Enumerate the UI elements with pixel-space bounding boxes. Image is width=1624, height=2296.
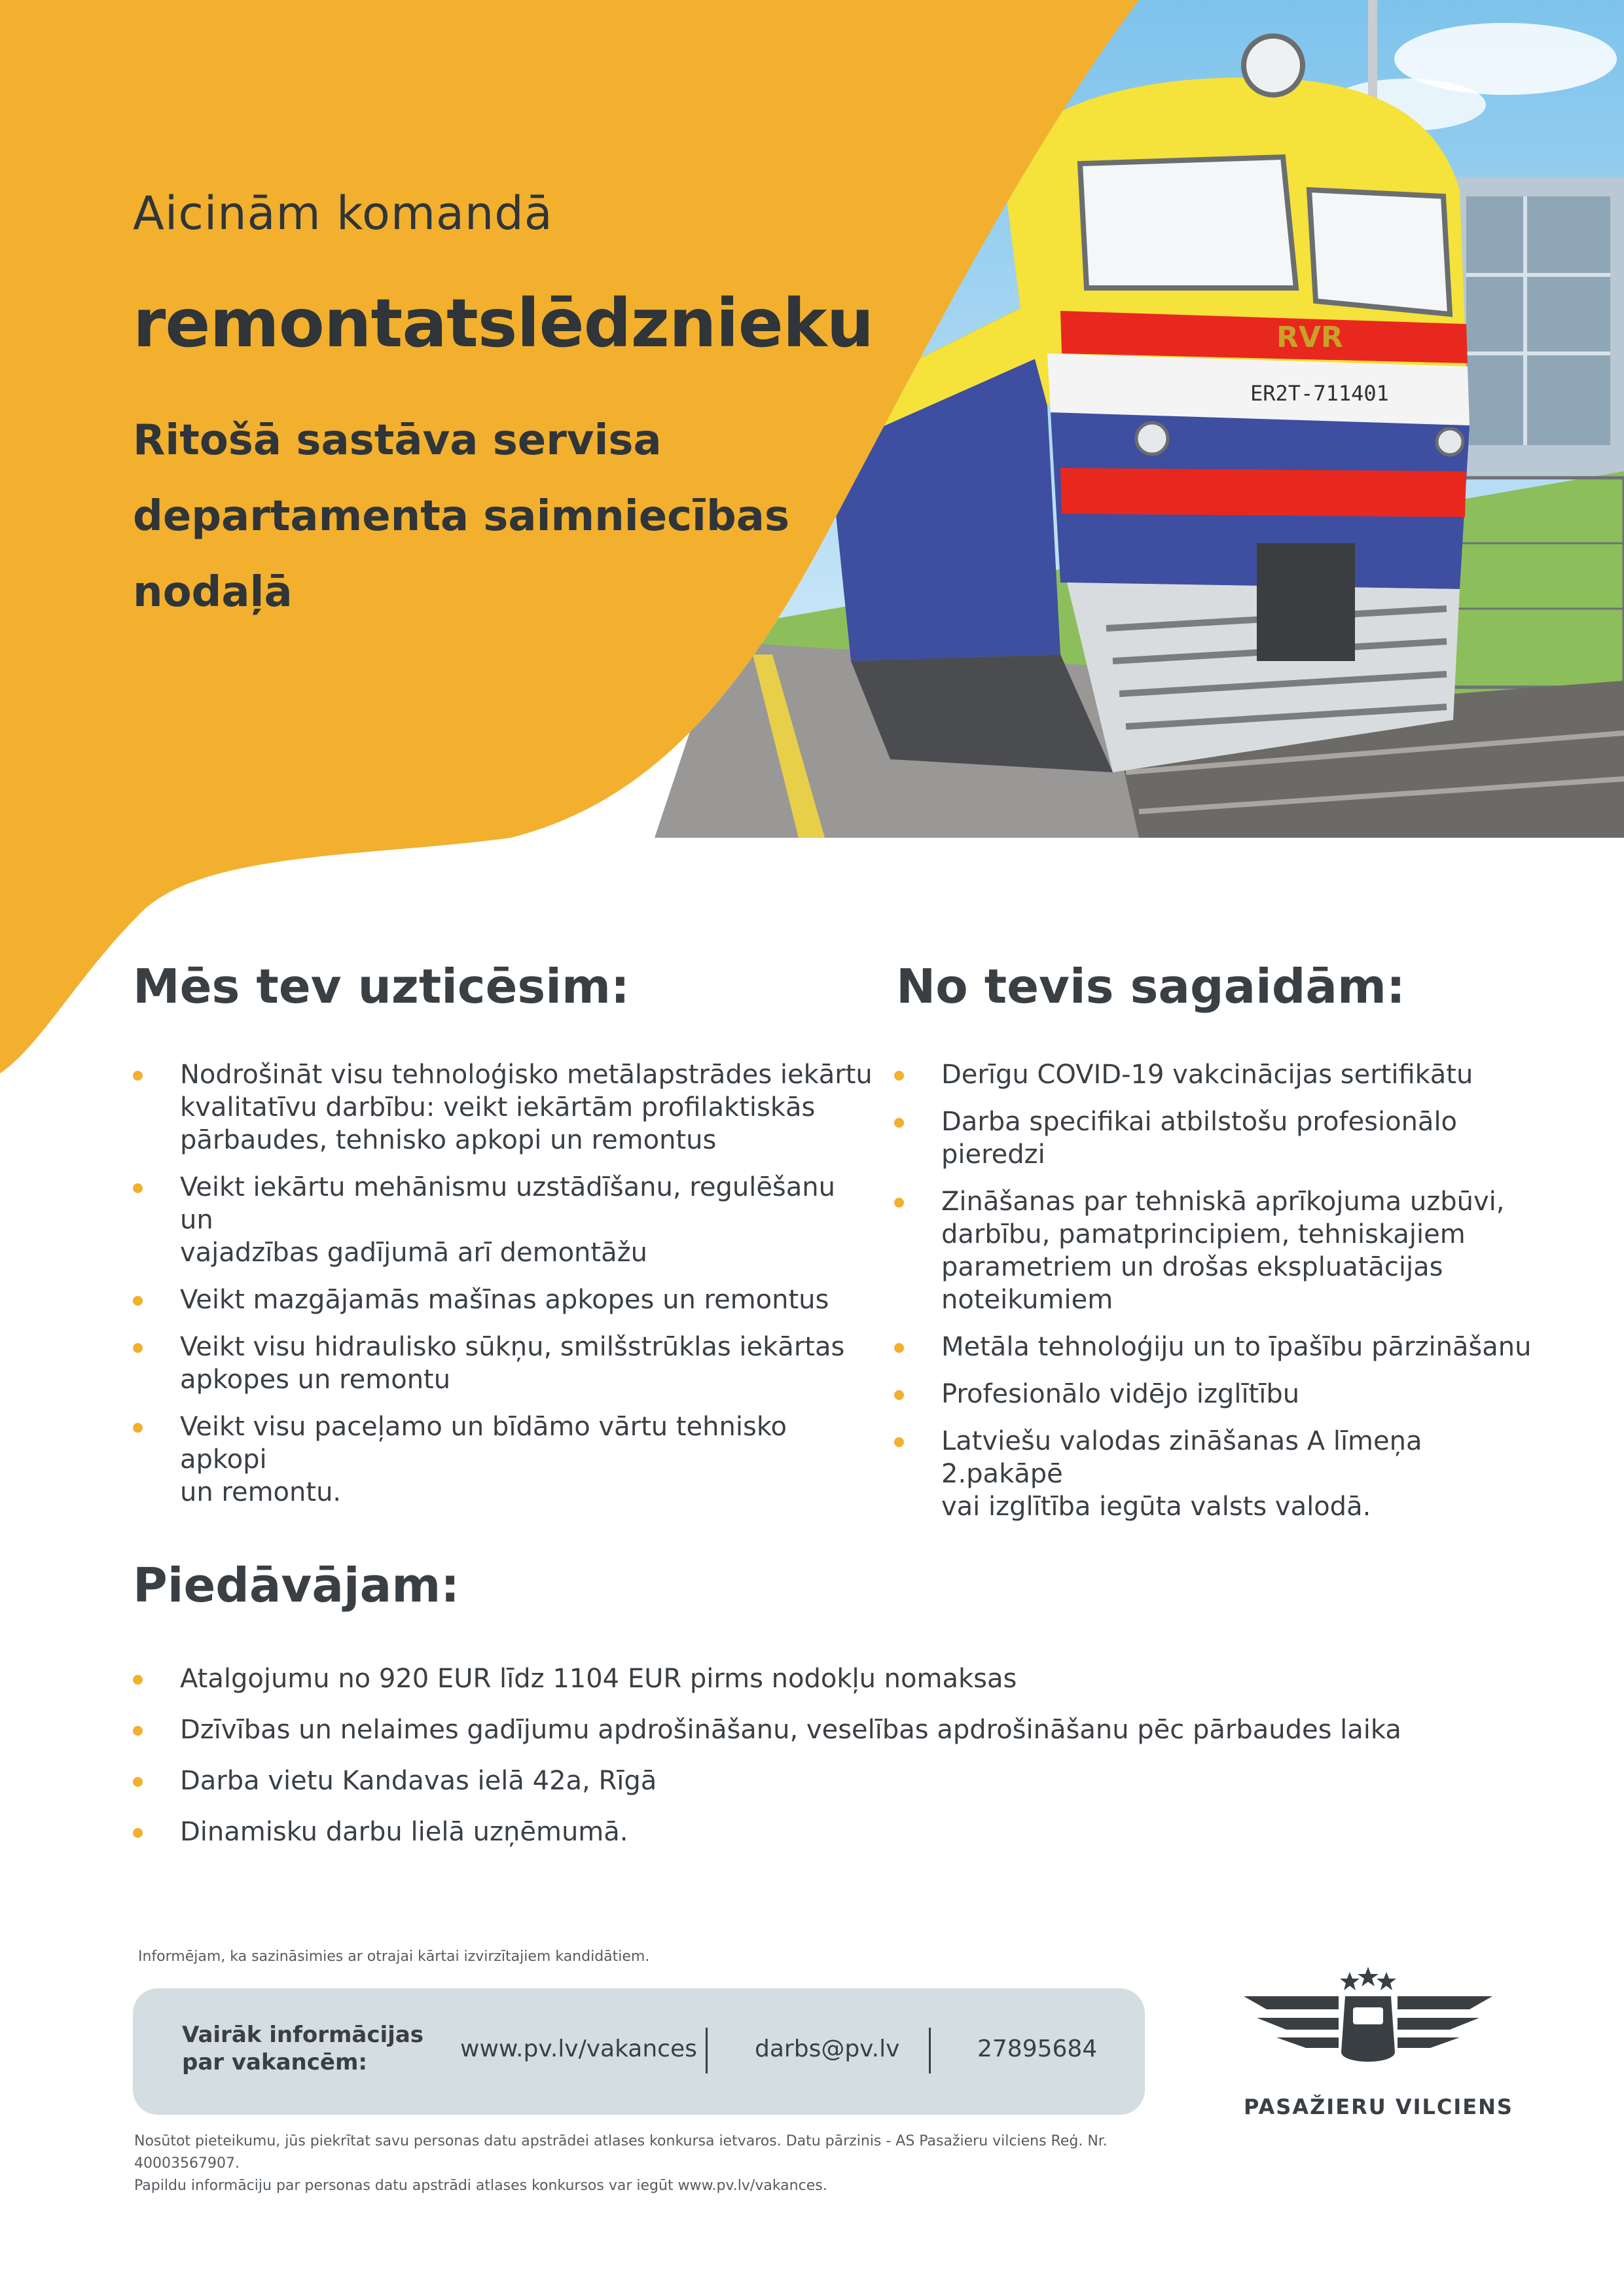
company-logo-text: PASAŽIERU VILCIENS	[1244, 2094, 1513, 2119]
list-item-text: Dinamisku darbu lielā uzņēmumā.	[180, 1817, 628, 1847]
bullet-icon	[133, 1343, 143, 1353]
department-line: departamenta saimniecības	[133, 492, 790, 541]
requirements-list	[894, 1058, 1549, 1537]
responsibilities-list	[133, 1058, 873, 1523]
department-line: Ritošā sastāva servisa	[133, 416, 662, 465]
bullet-icon	[894, 1071, 904, 1081]
list-item-text: Latviešu valodas zināšanas A līmeņa 2.pakāpē	[941, 1426, 1422, 1489]
list-item-text: Darba vietu Kandavas ielā 42a, Rīgā	[180, 1766, 657, 1796]
train-number: ER2T-711401	[1250, 381, 1389, 406]
contact-box	[133, 1988, 1145, 2115]
contact-divider	[706, 2028, 708, 2073]
list-item-text: Metāla tehnoloģiju un to īpašību pārzināšanu	[941, 1332, 1532, 1362]
list-item	[133, 1058, 873, 1157]
contact-label-line: par vakancēm:	[182, 2049, 367, 2075]
list-item-text: apkopes un remontu	[180, 1365, 451, 1395]
bullet-icon	[133, 1423, 143, 1433]
list-item-text: Derīgu COVID-19 vakcinācijas sertifikātu	[941, 1060, 1473, 1090]
list-item	[894, 1331, 1549, 1363]
website-link[interactable]: www.pv.lv/vakances	[460, 2036, 697, 2062]
bullet-icon	[894, 1437, 904, 1447]
train-brand: RVR	[1276, 321, 1343, 354]
list-item	[894, 1185, 1549, 1316]
bullet-icon	[894, 1198, 904, 1208]
responsibilities-title: Mēs tev uzticēsim:	[133, 959, 630, 1014]
benefits-title: Piedāvājam:	[133, 1558, 460, 1613]
bullet-icon	[133, 1071, 143, 1081]
contact-label	[182, 2021, 431, 2076]
bullet-icon	[133, 1828, 143, 1838]
list-item-text: Veikt visu hidraulisko sūkņu, smilšstrūklas iekārtas	[180, 1332, 845, 1362]
list-item	[894, 1105, 1549, 1171]
list-item-text: Veikt visu paceļamo un bīdāmo vārtu tehnisko apkopi	[180, 1412, 787, 1475]
list-item	[133, 1816, 1442, 1848]
list-item	[133, 1331, 873, 1396]
bullet-icon	[894, 1343, 904, 1353]
list-item-text: kvalitatīvu darbību: veikt iekārtām profilaktiskās	[180, 1092, 816, 1122]
list-item-text: Veikt iekārtu mehānismu uzstādīšanu, regulēšanu un	[180, 1172, 835, 1235]
department-name	[133, 403, 853, 630]
privacy-line: Nosūtot pieteikumu, jūs piekrītat savu personas datu apstrādei atlases konkursa ietvaros. Datu pārzinis - AS Pasažieru vilciens Reģ. Nr. 40003567907.	[134, 2133, 1108, 2172]
position-title: remontatslēdznieku	[133, 285, 874, 363]
list-item	[133, 1171, 873, 1269]
contact-label-line: Vairāk informācijas	[182, 2022, 424, 2048]
list-item-text: vai izglītība iegūta valsts valodā.	[941, 1492, 1371, 1522]
list-item-text: noteikumiem	[941, 1285, 1113, 1315]
benefits-list	[133, 1662, 1442, 1867]
list-item-text: Atalgojumu no 920 EUR līdz 1104 EUR pirms nodokļu nomaksas	[180, 1664, 1017, 1694]
list-item-text: un remontu.	[180, 1477, 342, 1507]
phone-number[interactable]: 27895684	[977, 2036, 1098, 2062]
bullet-icon	[894, 1390, 904, 1400]
list-item-text: vajadzības gadījumā arī demontāžu	[180, 1238, 647, 1268]
bullet-icon	[133, 1726, 143, 1736]
requirements-title: No tevis sagaidām:	[896, 959, 1405, 1014]
list-item	[894, 1425, 1549, 1523]
bullet-icon	[133, 1777, 143, 1787]
privacy-footer	[134, 2130, 1168, 2197]
list-item	[133, 1765, 1442, 1797]
list-item	[133, 1713, 1442, 1746]
bullet-icon	[133, 1296, 143, 1306]
department-line: nodaļā	[133, 568, 293, 617]
list-item-text: darbību, pamatprincipiem, tehniskajiem	[941, 1219, 1466, 1249]
winged-train-logo-icon	[1240, 1960, 1496, 2085]
list-item	[133, 1662, 1442, 1695]
list-item	[133, 1283, 873, 1316]
list-item	[894, 1058, 1549, 1091]
privacy-line: Papildu informāciju par personas datu apstrādi atlases konkursos var iegūt www.pv.lv/vakances.	[134, 2178, 827, 2194]
list-item-text: Dzīvības un nelaimes gadījumu apdrošināšanu, veselības apdrošināšanu pēc pārbaudes laika	[180, 1715, 1401, 1745]
list-item-text: Zināšanas par tehniskā aprīkojuma uzbūvi,	[941, 1187, 1505, 1217]
bullet-icon	[133, 1675, 143, 1685]
list-item-text: parametriem un drošas ekspluatācijas	[941, 1252, 1443, 1282]
list-item-text: Profesionālo vidējo izglītību	[941, 1379, 1300, 1409]
list-item	[894, 1378, 1549, 1410]
list-item-text: Darba specifikai atbilstošu profesionālo pieredzi	[941, 1107, 1458, 1170]
list-item-text: pārbaudes, tehnisko apkopi un remontus	[180, 1125, 717, 1155]
list-item	[133, 1410, 873, 1509]
email-link[interactable]: darbs@pv.lv	[755, 2036, 900, 2062]
list-item-text: Veikt mazgājamās mašīnas apkopes un remontus	[180, 1285, 829, 1315]
candidate-note: Informējam, ka sazināsimies ar otrajai kārtai izvirzītajiem kandidātiem.	[138, 1948, 650, 1965]
contact-divider	[929, 2028, 931, 2073]
list-item-text: Nodrošināt visu tehnoloģisko metālapstrādes iekārtu	[180, 1060, 873, 1090]
hero-intro: Aicinām komandā	[133, 187, 553, 240]
bullet-icon	[133, 1183, 143, 1193]
bullet-icon	[894, 1118, 904, 1128]
